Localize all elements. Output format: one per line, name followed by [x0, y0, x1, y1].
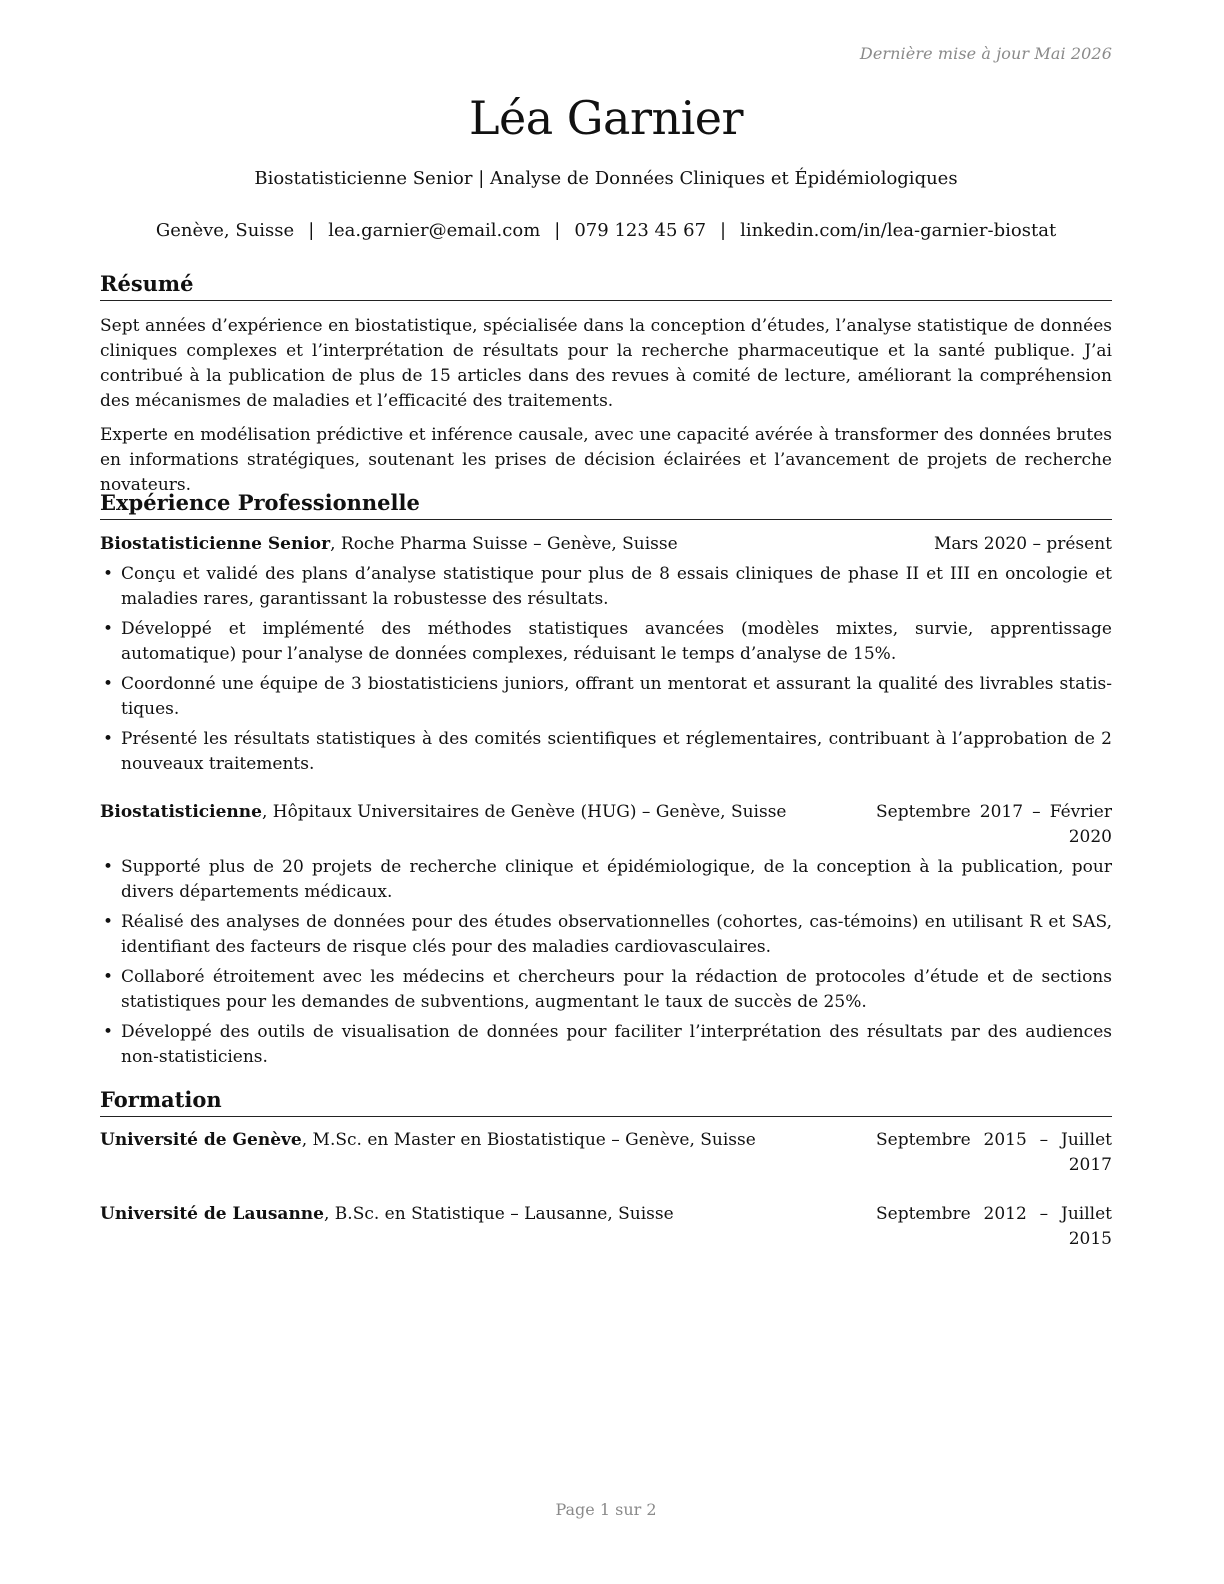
page-number: Page 1 sur 2 — [555, 1500, 657, 1519]
bullet-icon: • — [103, 564, 114, 584]
job-role: Biostatisticienne Senior — [100, 534, 331, 554]
contact-separator: | — [554, 220, 561, 241]
resume-page — [100, 0, 1112, 1584]
job-dates: Mars 2020 – présent — [933, 534, 1112, 554]
section-title-experience: Expérience Professionnelle — [100, 489, 1112, 520]
list-item: • Développé des outils de visualisation de données pour faciliter l’interprétation des résultats par des audiences non-statisticiens. — [103, 1022, 1112, 1067]
job-role: Biostatisticienne — [100, 802, 262, 822]
list-item: • Réalisé des analyses de données pour des études observationnelles (cohortes, cas-témoins) en utilisant R et SAS, identifiant des facteurs de risque clés pour des maladies cardiovasculaires. — [103, 912, 1112, 957]
bullet-icon: • — [103, 1022, 114, 1042]
candidate-name: Léa Garnier — [468, 91, 744, 145]
contact-email[interactable]: lea.garnier@email.com — [328, 220, 541, 241]
contact-location: Genève, Suisse — [155, 220, 295, 241]
list-item: • Conçu et validé des plans d’analyse statistique pour plus de 8 essais cliniques de phase II et III en oncologie et maladies rares, garantissant la robustesse des résultats. — [103, 564, 1112, 609]
section-title-summary: Résumé — [100, 270, 1112, 301]
contact-line — [100, 218, 1112, 244]
job-org: , Hôpitaux Universitaires de Genève (HUG) – Genève, Suisse — [261, 802, 787, 822]
bullet-icon: • — [103, 857, 114, 877]
bullet-icon: • — [103, 674, 114, 694]
job-title-line — [100, 800, 786, 825]
contact-separator: | — [720, 220, 727, 241]
list-item: • Collaboré étroitement avec les médecins et chercheurs pour la rédaction de protocoles d’étude et de sections statistiques pour les demandes de subventions, augmentant le taux de succès de 25%. — [103, 967, 1112, 1012]
school-name: Université de Lausanne — [100, 1204, 324, 1224]
education-line — [100, 1202, 674, 1227]
education-line — [100, 1128, 756, 1153]
list-item: • Développé et implémenté des méthodes statistiques avancées (modèles mixtes, survie, apprentissage automatique) pour l’analyse de données complexes, réduisant le temps d’analyse de 15%. — [103, 619, 1112, 664]
job-bullets — [100, 562, 1112, 782]
list-item: • Supporté plus de 20 projets de recherche clinique et épidémiologique, de la conception à la publication, pour divers départements médicaux. — [103, 857, 1112, 902]
headline: Biostatisticienne Senior | Analyse de Données Cliniques et Épidémiologiques — [254, 168, 958, 189]
list-item: • Coordonné une équipe de 3 biostatisticiens juniors, offrant un mentorat et assurant la qualité des livrables statistiques. — [103, 674, 1112, 719]
job-org: , Roche Pharma Suisse – Genève, Suisse — [330, 534, 678, 554]
contact-separator: | — [308, 220, 315, 241]
job-bullets — [100, 855, 1112, 1075]
degree: , B.Sc. en Statistique – Lausanne, Suisse — [323, 1204, 674, 1224]
summary-paragraph: Sept années d’expérience en biostatistique, spécialisée dans la conception d’études, l’analyse statistique de données cliniques complexes et l’interprétation de résultats pour la recherche pharmaceutique et la santé publique. J’ai contribué à la publication de plus de 15 articles dans des revues à comité de lecture, améliorant la compréhension des mécanismes de maladies et l’efficacité des traitements. — [100, 316, 1112, 411]
bullet-icon: • — [103, 729, 114, 749]
job-title-line — [100, 532, 678, 557]
bullet-icon: • — [103, 619, 114, 639]
contact-linkedin[interactable]: linkedin.com/in/lea-garnier-biostat — [740, 220, 1057, 241]
education-dates: Septembre 2012 – Juillet 2015 — [876, 1204, 1112, 1249]
section-title-education: Formation — [100, 1086, 1112, 1117]
education-dates: Septembre 2015 – Juillet 2017 — [876, 1130, 1112, 1175]
last-updated: Dernière mise à jour Mai 2026 — [859, 44, 1112, 63]
job-dates: Septembre 2017 – Février 2020 — [876, 802, 1112, 847]
bullet-icon: • — [103, 967, 114, 987]
degree: , M.Sc. en Master en Biostatistique – Genève, Suisse — [301, 1130, 756, 1150]
bullet-icon: • — [103, 912, 114, 932]
list-item: • Présenté les résultats statistiques à des comités scientifiques et réglementaires, contribuant à l’approbation de 2 nouveaux traitements. — [103, 729, 1112, 774]
contact-phone: 079 123 45 67 — [574, 220, 707, 241]
school-name: Université de Genève — [100, 1130, 302, 1150]
summary-paragraph: Experte en modélisation prédictive et inférence causale, avec une capacité avérée à transformer des données brutes en informations stratégiques, soutenant les prises de décision éclairées et l’avancement de projets de recherche novateurs. — [100, 425, 1112, 495]
